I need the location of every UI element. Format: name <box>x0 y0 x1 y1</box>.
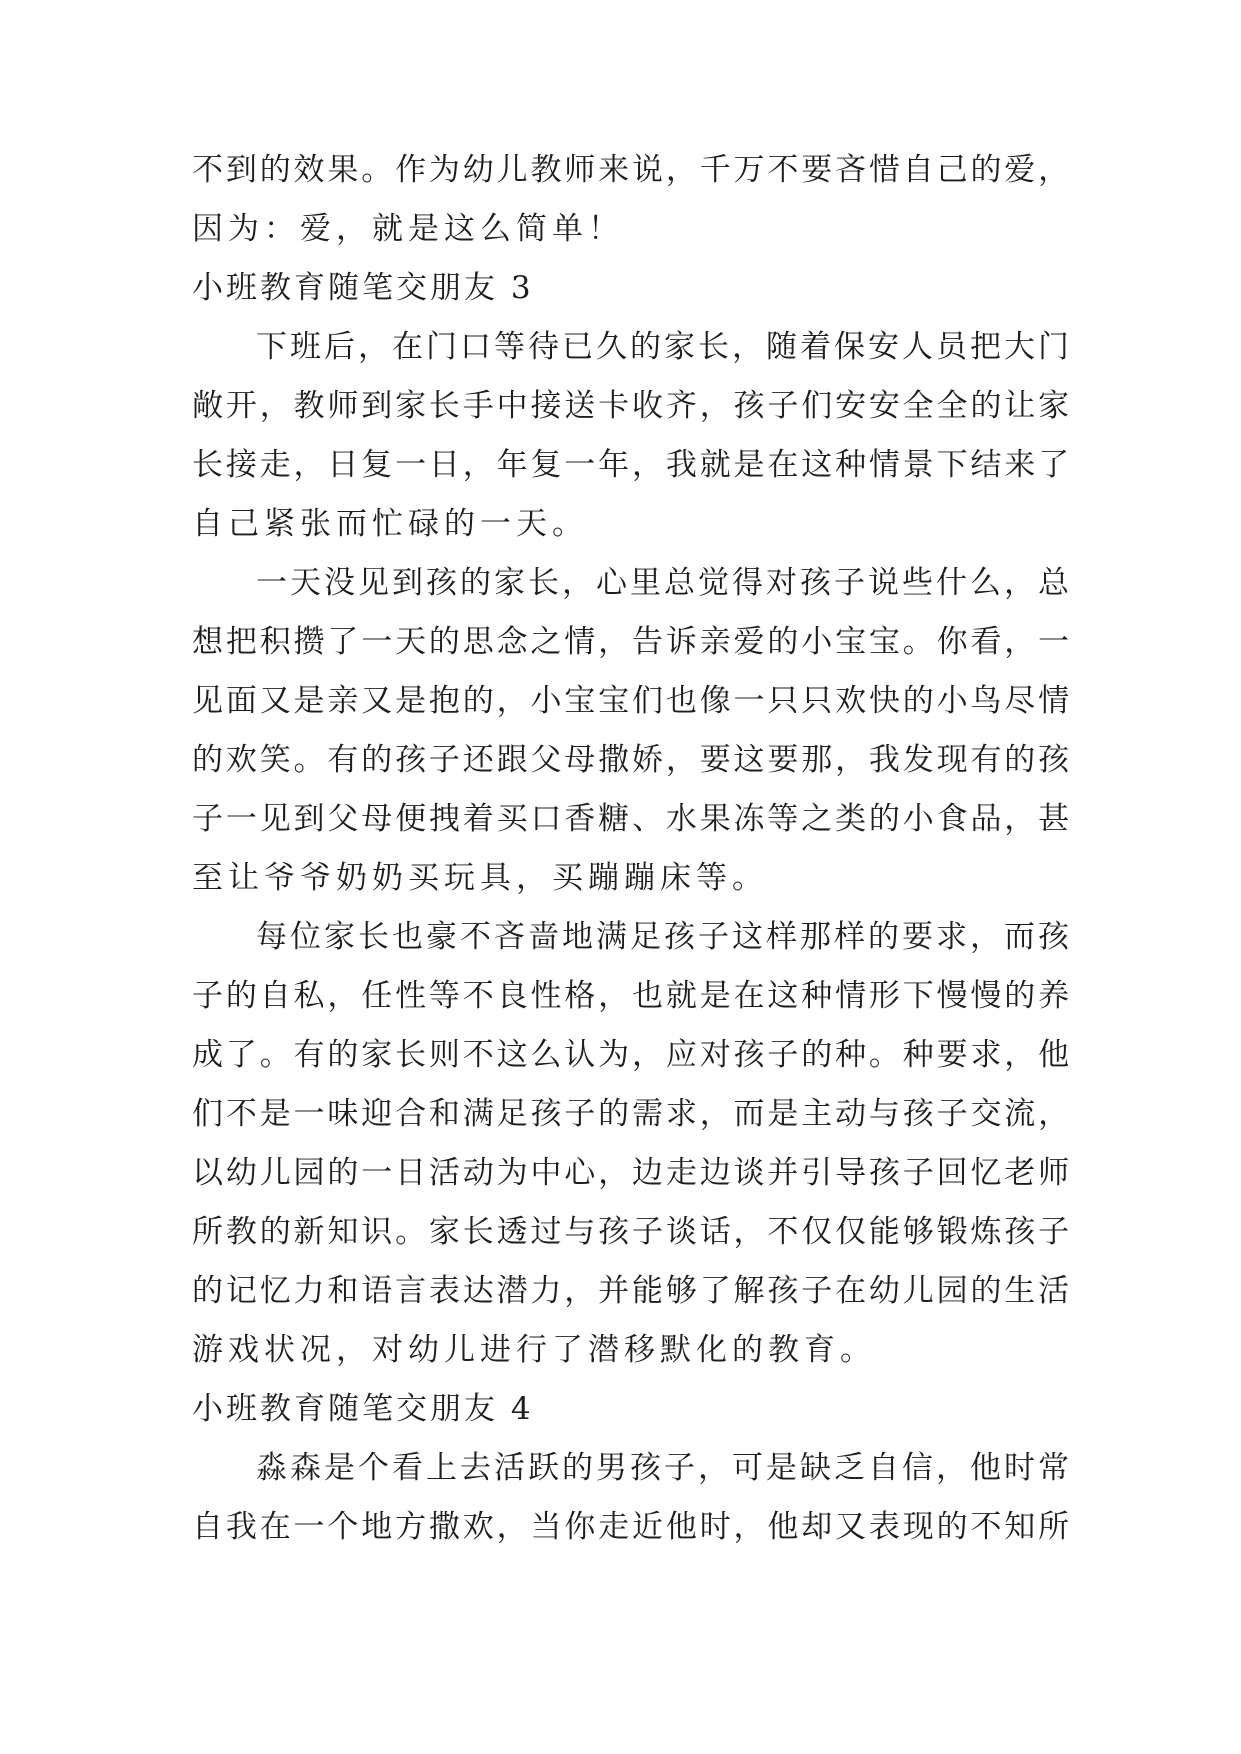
text-line: 以幼儿园的一日活动为中心，边走边谈并引导孩子回忆老师 <box>192 1155 1072 1191</box>
paragraph-first-line: 淼森是个看上去活跃的男孩子，可是缺乏自信，他时常 <box>256 1450 1072 1486</box>
paragraph-first-line: 下班后，在门口等待已久的家长，随着保安人员把大门 <box>256 329 1072 365</box>
text-line: 长接走，日复一日，年复一年，我就是在这种情景下结来了 <box>192 447 1072 483</box>
text-line: 子的自私，任性等不良性格，也就是在这种情形下慢慢的养 <box>192 978 1072 1014</box>
text-line: 成了。有的家长则不这么认为，应对孩子的种。种要求，他 <box>192 1037 1072 1073</box>
text-line: 的记忆力和语言表达潜力，并能够了解孩子在幼儿园的生活 <box>192 1273 1072 1309</box>
text-line: 子一见到父母便拽着买口香糖、水果冻等之类的小食品，甚 <box>192 801 1072 837</box>
section-heading: 小班教育随笔交朋友 3 <box>192 270 534 306</box>
text-line: 们不是一味迎合和满足孩子的需求，而是主动与孩子交流， <box>192 1096 1072 1132</box>
section-heading: 小班教育随笔交朋友 4 <box>192 1391 534 1427</box>
text-line: 所教的新知识。家长透过与孩子谈话，不仅仅能够锻炼孩子 <box>192 1214 1072 1250</box>
text-line: 因为：爱，就是这么简单！ <box>192 211 624 247</box>
text-line: 见面又是亲又是抱的，小宝宝们也像一只只欢快的小鸟尽情 <box>192 683 1072 719</box>
text-line: 想把积攒了一天的思念之情，告诉亲爱的小宝宝。你看，一 <box>192 624 1072 660</box>
text-line: 自我在一个地方撒欢，当你走近他时，他却又表现的不知所 <box>192 1509 1072 1545</box>
paragraph-first-line: 一天没见到孩的家长，心里总觉得对孩子说些什么，总 <box>256 565 1072 601</box>
text-line: 敞开，教师到家长手中接送卡收齐，孩子们安安全全的让家 <box>192 388 1072 424</box>
text-line: 自己紧张而忙碌的一天。 <box>192 506 588 542</box>
text-line: 不到的效果。作为幼儿教师来说，千万不要吝惜自己的爱， <box>192 152 1072 188</box>
text-line: 的欢笑。有的孩子还跟父母撒娇，要这要那，我发现有的孩 <box>192 742 1072 778</box>
paragraph-first-line: 每位家长也豪不吝啬地满足孩子这样那样的要求，而孩 <box>256 919 1072 955</box>
text-line: 至让爷爷奶奶买玩具，买蹦蹦床等。 <box>192 860 768 896</box>
text-line: 游戏状况，对幼儿进行了潜移默化的教育。 <box>192 1332 876 1368</box>
